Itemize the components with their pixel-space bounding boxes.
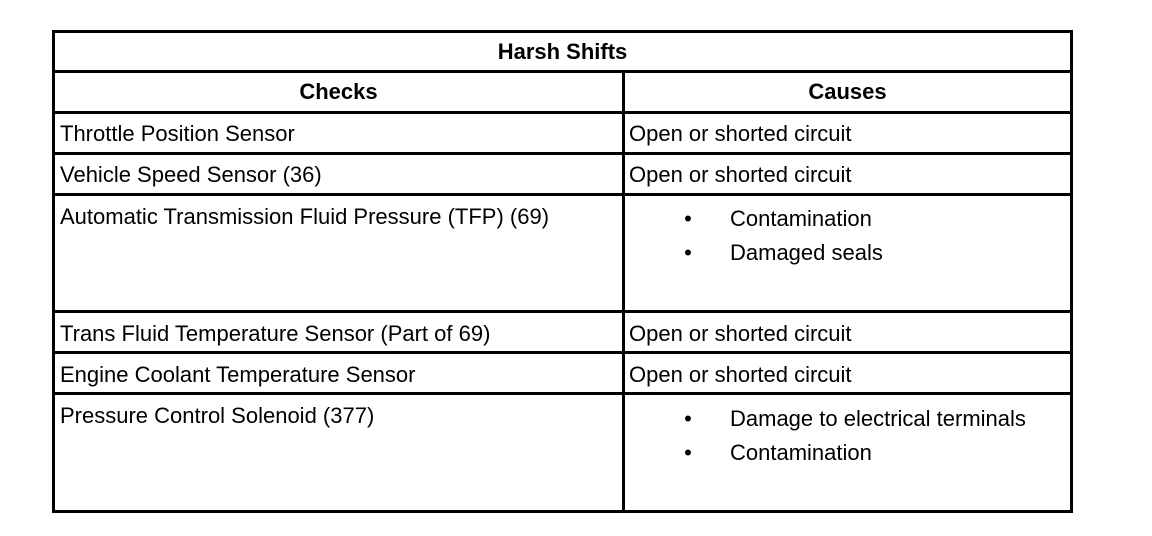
bullet-icon: • — [684, 240, 692, 265]
harsh-shifts-table — [52, 30, 1073, 513]
row-divider — [55, 392, 1070, 395]
check-throttle-position-sensor: Throttle Position Sensor — [60, 121, 295, 146]
bullet-icon: • — [684, 406, 692, 431]
cause-open-or-shorted-circuit: Open or shorted circuit — [629, 321, 852, 346]
row-divider — [55, 310, 1070, 313]
row-divider — [55, 193, 1070, 196]
header-divider — [55, 111, 1070, 114]
row-divider — [55, 152, 1070, 155]
check-pressure-control-solenoid: Pressure Control Solenoid (377) — [60, 403, 375, 428]
cause-open-or-shorted-circuit: Open or shorted circuit — [629, 162, 852, 187]
column-header-checks: Checks — [299, 79, 378, 104]
check-transmission-fluid-pressure: Automatic Transmission Fluid Pressure (TFP) (69) — [60, 204, 550, 229]
check-trans-fluid-temperature-sensor: Trans Fluid Temperature Sensor (Part of 69) — [60, 321, 491, 346]
bullet-icon: • — [684, 206, 692, 231]
check-engine-coolant-temperature-sensor: Engine Coolant Temperature Sensor — [60, 362, 416, 387]
cause-contamination: Contamination — [730, 440, 872, 465]
bullet-icon: • — [684, 440, 692, 465]
cause-damaged-seals: Damaged seals — [730, 240, 883, 265]
table-title: Harsh Shifts — [497, 39, 628, 64]
cause-open-or-shorted-circuit: Open or shorted circuit — [629, 121, 852, 146]
cause-open-or-shorted-circuit: Open or shorted circuit — [629, 362, 852, 387]
column-header-causes: Causes — [808, 79, 887, 104]
row-divider — [55, 351, 1070, 354]
cause-contamination: Contamination — [730, 206, 872, 231]
column-divider — [622, 71, 625, 510]
check-vehicle-speed-sensor: Vehicle Speed Sensor (36) — [60, 162, 322, 187]
cause-damage-to-electrical-terminals: Damage to electrical terminals — [730, 406, 1026, 431]
